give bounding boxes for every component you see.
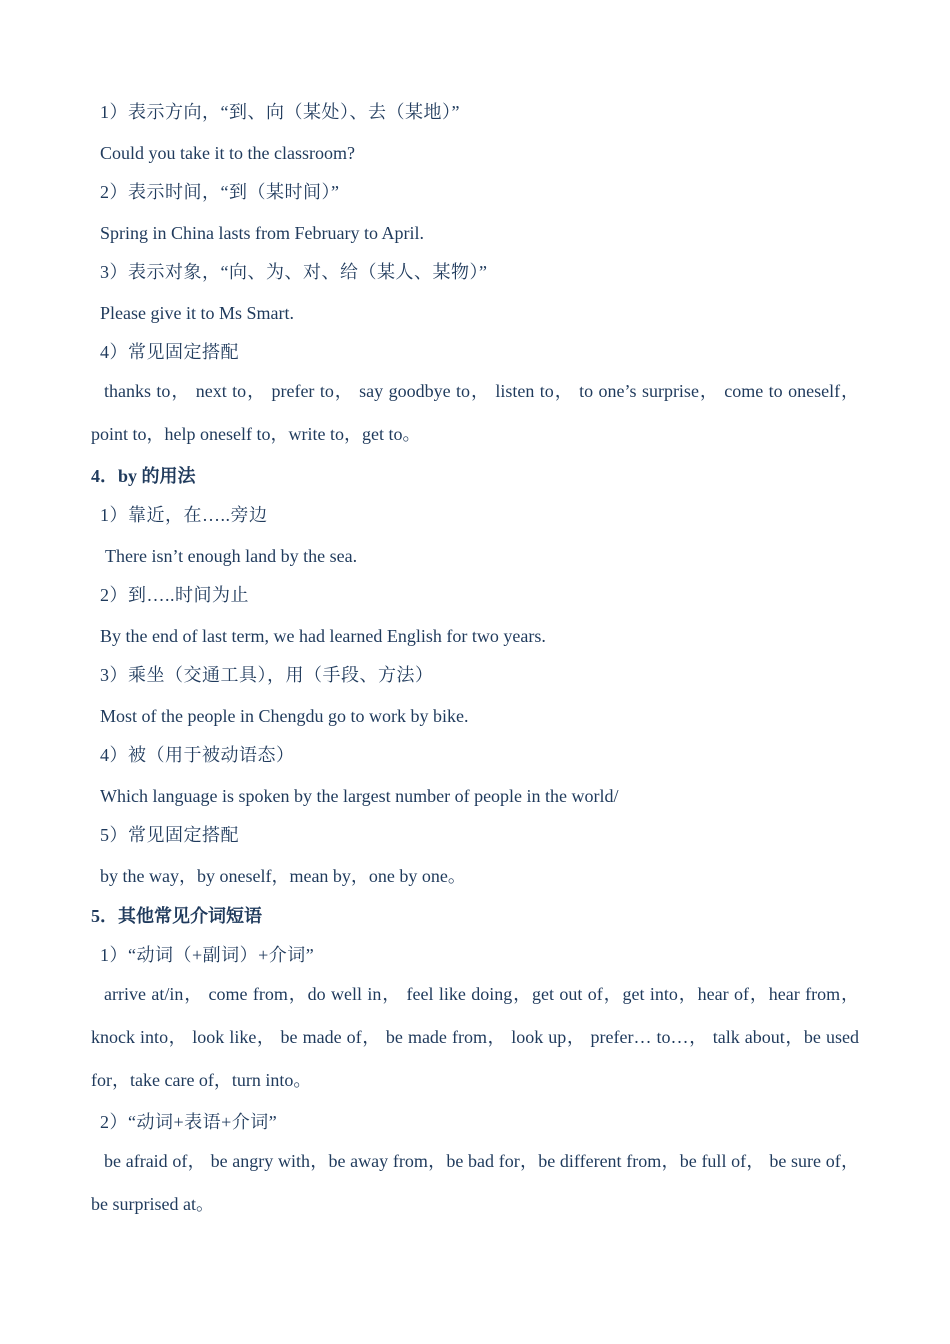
item-by-collocations: 5）常见固定搭配 — [100, 825, 239, 845]
item-to-time: 2）表示时间，“到（某时间）” — [100, 182, 340, 202]
phrase-list-be-adj-prep: be afraid of， be angry with，be away from，be bad for，be different from，be full of， be sure of，be surprised at。 — [91, 1151, 859, 1214]
example-sentence: Please give it to Ms Smart. — [100, 303, 294, 323]
item-verb-predicative-prep: 2）“动词+表语+介词” — [100, 1112, 278, 1132]
example-sentence: Could you take it to the classroom? — [100, 143, 355, 163]
collocation-list-to: thanks to， next to， prefer to， say goodbye to， listen to， to one’s surprise， come to oneself，point to，help oneself to，write to，get to。 — [91, 381, 859, 444]
item-to-collocations: 4）常见固定搭配 — [100, 342, 239, 362]
phrase-list-verb-prep: arrive at/in， come from，do well in， feel like doing，get out of，get into，hear of，hear from， knock into， look like， be made of， be made from， look up， prefer… to…， talk about，be used for，take care of，turn into。 — [91, 984, 859, 1090]
example-sentence: Most of the people in Chengdu go to work by bike. — [100, 706, 469, 726]
item-to-direction: 1）表示方向，“到、向（某处）、去（某地）” — [100, 102, 460, 122]
collocation-list-by: by the way，by oneself，mean by，one by one。 — [100, 866, 466, 886]
section-heading-other-phrases: 5．其他常见介词短语 — [91, 906, 262, 926]
section-heading-by: 4．by 的用法 — [91, 466, 196, 486]
item-by-passive: 4）被（用于被动语态） — [100, 745, 295, 765]
example-sentence: Spring in China lasts from February to April. — [100, 223, 424, 243]
item-by-time: 2）到…..时间为止 — [100, 585, 249, 605]
example-sentence: There isn’t enough land by the sea. — [105, 546, 358, 566]
example-sentence: By the end of last term, we had learned English for two years. — [100, 626, 546, 646]
item-verb-adverb-prep: 1）“动词（+副词）+介词” — [100, 945, 315, 965]
item-by-near: 1）靠近，在…..旁边 — [100, 505, 268, 525]
example-sentence: Which language is spoken by the largest number of people in the world/ — [100, 786, 619, 806]
item-to-object: 3）表示对象，“向、为、对、给（某人、某物）” — [100, 262, 488, 282]
item-by-means: 3）乘坐（交通工具），用（手段、方法） — [100, 665, 434, 685]
